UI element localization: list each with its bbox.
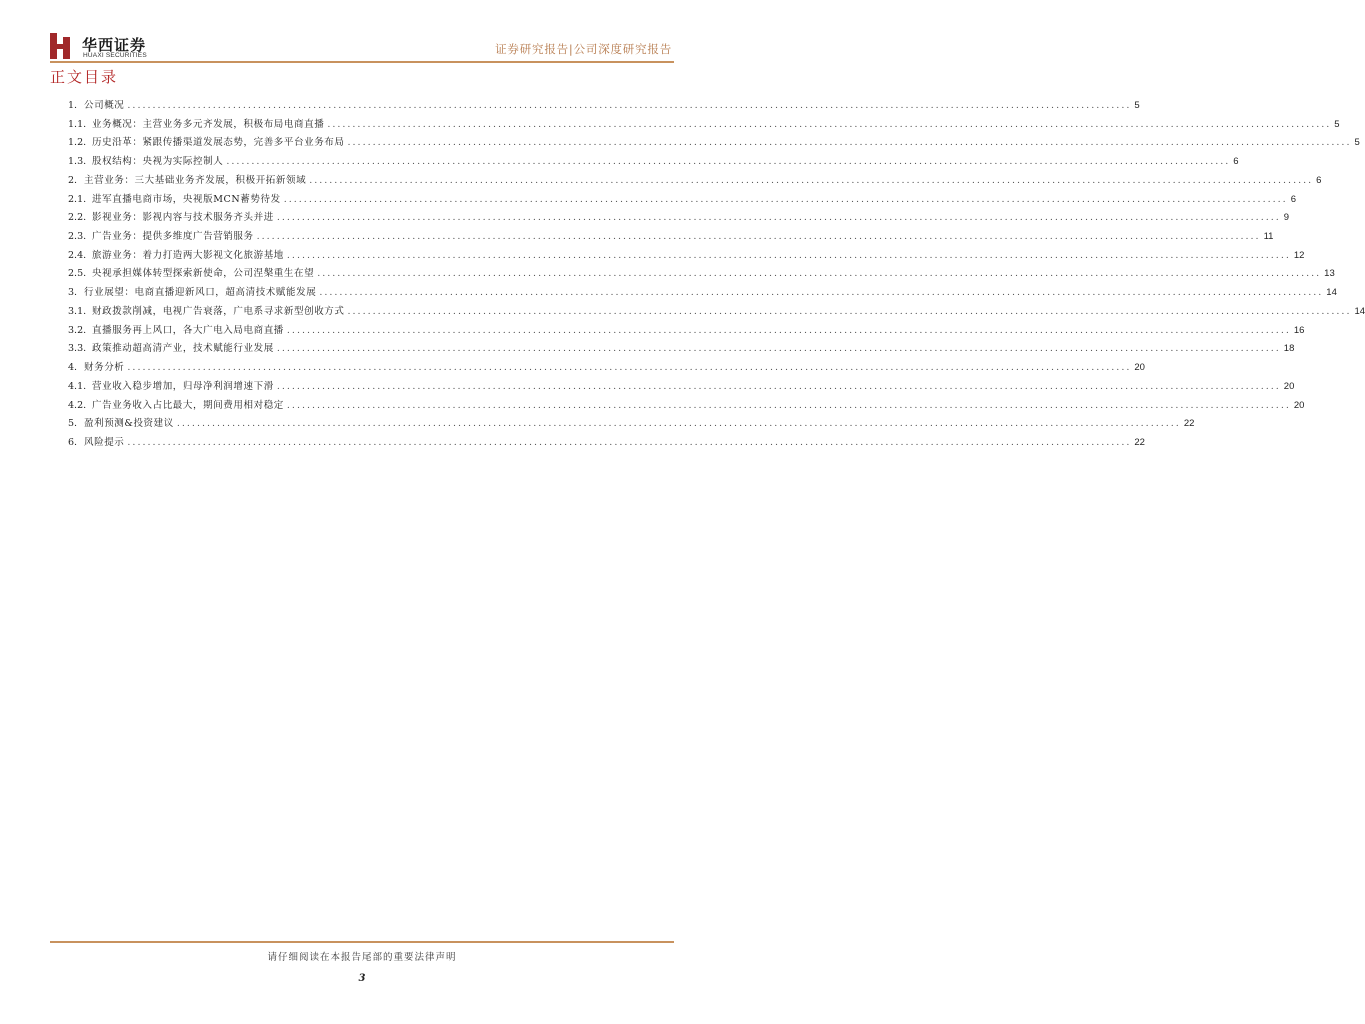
toc-leader-dots: ........................................................................................................................................................................................................ <box>276 343 1281 355</box>
toc-entry-number: 2. <box>68 174 78 186</box>
toc-entry-number: 2.1. <box>68 193 87 205</box>
toc-entry-title: 影视业务：影视内容与技术服务齐头并进 <box>92 212 274 224</box>
toc-entry-page: 22 <box>1183 418 1195 430</box>
toc-leader-dots: ........................................................................................................................................................................................................ <box>327 118 1332 130</box>
toc-entry-title: 股权结构：央视为实际控制人 <box>92 156 224 168</box>
toc-entry-number: 2.3. <box>68 231 87 243</box>
toc-leader-dots: ........................................................................................................................................................................................................ <box>347 137 1352 149</box>
report-type: 证券研究报告|公司深度研究报告 <box>495 42 672 56</box>
toc-entry-page: 20 <box>1283 380 1295 392</box>
toc-entry-number: 1. <box>68 100 78 111</box>
toc-title: 正文目录 <box>50 68 119 86</box>
toc-entry-page: 6 <box>1290 193 1296 205</box>
toc-entry-title: 历史沿革：紧跟传播渠道发展态势，完善多平台业务布局 <box>92 137 345 149</box>
toc-entry[interactable] <box>68 247 1305 266</box>
toc-entry-page: 16 <box>1293 324 1305 336</box>
toc-entry-title: 行业展望：电商直播迎新风口，超高清技术赋能发展 <box>84 287 317 299</box>
toc-leader-dots: ........................................................................................................................................................................................................ <box>256 231 1261 243</box>
toc-entry[interactable] <box>68 265 1335 284</box>
legal-disclaimer: 请仔细阅读在本报告尾部的重要法律声明 <box>267 952 457 963</box>
toc-entry-number: 3.3. <box>68 343 87 355</box>
toc-entry[interactable] <box>68 97 1140 116</box>
toc-entry-number: 4.2. <box>68 399 87 411</box>
toc-entry-title: 公司概况 <box>84 100 125 111</box>
toc-entry[interactable] <box>68 415 1195 434</box>
toc-entry[interactable] <box>68 153 1239 172</box>
toc-entry[interactable] <box>68 434 1145 453</box>
header-divider <box>50 61 674 63</box>
toc-leader-dots: ........................................................................................................................................................................................................ <box>286 249 1291 261</box>
brand-name: 华西证券 <box>82 36 147 54</box>
toc-entry-number: 1.2. <box>68 137 87 149</box>
toc-entry-page: 20 <box>1134 362 1145 374</box>
toc-entry-title: 央视承担媒体转型探索新使命，公司涅槃重生在望 <box>92 268 315 280</box>
toc-entry-page: 12 <box>1293 249 1305 261</box>
toc-leader-dots: ........................................................................................................................................................................................................ <box>317 268 1322 280</box>
toc-entry[interactable] <box>68 116 1340 135</box>
toc-entry-number: 6. <box>68 436 78 448</box>
toc-entry-number: 2.4. <box>68 249 87 261</box>
huaxi-logo-icon <box>50 33 76 59</box>
brand-name-en: HUAXI SECURITIES <box>83 52 147 59</box>
toc-entry-page: 11 <box>1263 231 1274 243</box>
toc-entry-page: 5 <box>1354 137 1360 149</box>
toc-entry[interactable] <box>68 322 1305 341</box>
toc-leader-dots: ........................................................................................................................................................................................................ <box>286 324 1291 336</box>
toc-leader-dots: ........................................................................................................................................................................................................ <box>276 380 1281 392</box>
toc-entry[interactable] <box>68 359 1145 378</box>
toc-entry-title: 财务分析 <box>84 362 125 374</box>
toc-entry-page: 20 <box>1293 399 1305 411</box>
toc-entry[interactable] <box>68 191 1296 210</box>
toc-entry-number: 3.1. <box>68 305 87 317</box>
toc-entry-title: 进军直播电商市场，央视版MCN蓄势待发 <box>92 193 281 205</box>
toc-leader-dots: ........................................................................................................................................................................................................ <box>127 436 1132 448</box>
toc-entry-title: 主营业务：三大基础业务齐发展，积极开拓新领域 <box>84 174 307 186</box>
toc-entry-title: 风险提示 <box>84 436 125 448</box>
toc-entry-number: 3.2. <box>68 324 87 336</box>
toc-leader-dots: ........................................................................................................................................................................................................ <box>319 287 1324 299</box>
toc-entry-title: 直播服务再上风口，各大广电入局电商直播 <box>92 324 284 336</box>
toc-entry-page: 14 <box>1354 305 1365 317</box>
toc-entry-title: 旅游业务：着力打造两大影视文化旅游基地 <box>92 249 284 261</box>
page-number: 3 <box>358 973 366 984</box>
toc-entry[interactable] <box>68 284 1337 303</box>
toc-entry-page: 5 <box>1134 100 1140 111</box>
toc-entry-number: 4.1. <box>68 380 87 392</box>
toc-leader-dots: ........................................................................................................................................................................................................ <box>309 174 1314 186</box>
toc-entry-number: 2.2. <box>68 212 87 224</box>
footer-divider <box>50 941 674 943</box>
toc-entry[interactable] <box>68 378 1295 397</box>
toc-entry-number: 1.3. <box>68 156 87 168</box>
toc-entry-page: 6 <box>1233 156 1239 168</box>
toc-entry-page: 22 <box>1134 436 1145 448</box>
toc-entry-number: 1.1. <box>68 118 87 130</box>
toc-leader-dots: ........................................................................................................................................................................................................ <box>127 362 1132 374</box>
toc-entry[interactable] <box>68 340 1295 359</box>
toc-entry-title: 广告业务：提供多维度广告营销服务 <box>92 231 254 243</box>
toc-entry-number: 3. <box>68 287 78 299</box>
toc-entry-page: 6 <box>1316 174 1322 186</box>
toc-entry[interactable] <box>68 228 1274 247</box>
toc-entry-page: 9 <box>1283 212 1290 224</box>
toc-leader-dots: ........................................................................................................................................................................................................ <box>286 399 1291 411</box>
toc-entry-number: 4. <box>68 362 78 374</box>
toc-entry-title: 业务概况：主营业务多元齐发展，积极布局电商直播 <box>92 118 325 130</box>
toc-entry-title: 政策推动超高清产业，技术赋能行业发展 <box>92 343 274 355</box>
toc-entry[interactable] <box>68 134 1360 153</box>
toc-entry[interactable] <box>68 172 1322 191</box>
toc-entry[interactable] <box>68 397 1305 416</box>
table-of-contents <box>68 97 1365 453</box>
toc-entry[interactable] <box>68 303 1365 322</box>
toc-entry-page: 14 <box>1326 287 1337 299</box>
toc-entry-title: 广告业务收入占比最大，期间费用相对稳定 <box>92 399 284 411</box>
toc-entry[interactable] <box>68 209 1290 228</box>
toc-leader-dots: ........................................................................................................................................................................................................ <box>347 305 1352 317</box>
toc-entry-page: 5 <box>1334 118 1340 130</box>
toc-entry-title: 营业收入稳步增加，归母净利润增速下滑 <box>92 380 274 392</box>
toc-leader-dots: ........................................................................................................................................................................................................ <box>176 418 1181 430</box>
page-header <box>0 0 724 66</box>
toc-entry-number: 2.5. <box>68 268 87 280</box>
toc-entry-number: 5. <box>68 418 78 430</box>
toc-leader-dots: ........................................................................................................................................................................................................ <box>283 193 1288 205</box>
toc-leader-dots: ........................................................................................................................................................................................................ <box>127 100 1132 111</box>
toc-entry-page: 13 <box>1324 268 1335 280</box>
toc-leader-dots: ........................................................................................................................................................................................................ <box>226 156 1231 168</box>
toc-entry-title: 盈利预测&投资建议 <box>84 418 174 430</box>
toc-entry-title: 财政拨款削减，电视广告衰落，广电系寻求新型创收方式 <box>92 305 345 317</box>
toc-leader-dots: ........................................................................................................................................................................................................ <box>276 212 1281 224</box>
toc-entry-page: 18 <box>1283 343 1295 355</box>
